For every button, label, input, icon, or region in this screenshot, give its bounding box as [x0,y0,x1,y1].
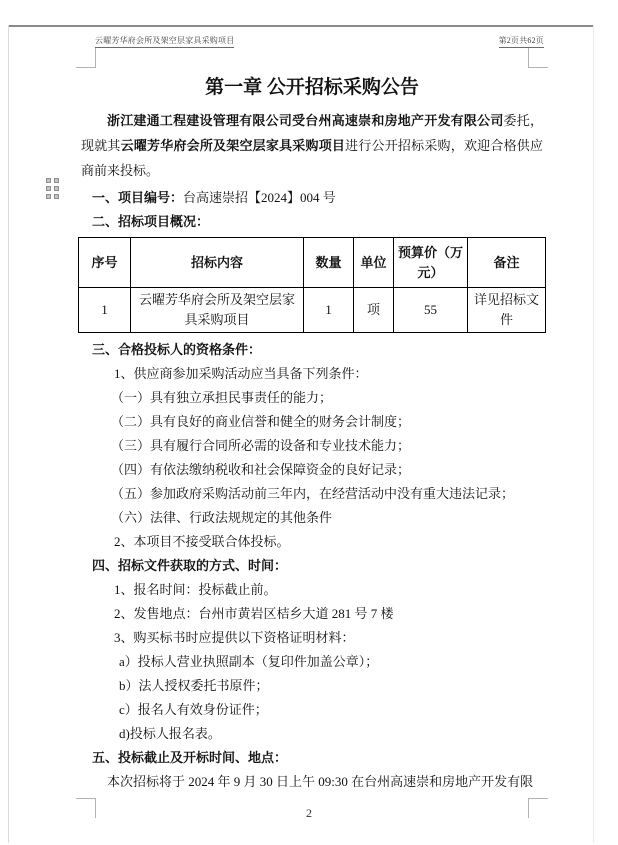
section-overview-heading: 二、招标项目概况： [92,214,210,229]
table-header-row [79,238,546,288]
qualification-item: （五）参加政府采购活动前三年内，在经营活动中没有重大违法记录； [111,486,515,501]
dot [46,178,51,183]
qualification-item: 1、供应商参加采购活动应当具备下列条件： [114,366,368,381]
qualification-item: （一）具有独立承担民事责任的能力； [111,390,333,405]
running-header-title: 云曜芳华府会所及架空层家具采购项目 [95,36,234,48]
cell-content: 云曜芳华府会所及架空层家具采购项目 [131,288,304,333]
acquisition-item: a）投标人营业执照副本（复印件加盖公章）； [119,654,379,669]
page-number: 2 [306,806,312,820]
project-number-value: 台高速崇招【2024】004 号 [183,190,336,205]
section-acquisition-heading: 四、招标文件获取的方式、时间： [92,558,288,573]
section-deadline-heading: 五、投标截止及开标时间、地点： [92,750,288,765]
page-right-edge [593,25,594,843]
section-label: 一、项目编号： [92,190,184,205]
cell-seq: 1 [79,288,131,333]
col-header-qty: 数量 [304,238,354,288]
cell-budget: 55 [394,288,468,333]
cell-qty: 1 [304,288,354,333]
dot [54,178,59,183]
acquisition-item: 3、购买标书时应提供以下资格证明材料： [114,630,355,645]
qualification-item: 2、本项目不接受联合体投标。 [114,534,290,549]
page-top-edge [8,25,593,27]
dot [46,194,51,199]
project-name: 云曜芳华府会所及架空层家具采购项目 [120,138,346,153]
col-header-budget: 预算价（万元） [394,238,468,288]
cell-remark: 详见招标文件 [468,288,546,333]
cell-unit: 项 [354,288,394,333]
acquisition-item: d)投标人报名表。 [119,726,221,741]
agency-name: 浙江建通工程建设管理有限公司受台州高速崇和房地产开发有限公司 [107,113,504,128]
running-header-page-count: 第2页共62页 [499,36,544,48]
acquisition-item: b）法人授权委托书原件； [119,678,269,693]
qualification-item: （三）具有履行合同所必需的设备和专业技术能力； [111,438,411,453]
page-left-edge [8,25,9,843]
col-header-unit: 单位 [354,238,394,288]
acquisition-item: 2、发售地点：台州市黄岩区桔乡大道 281 号 7 楼 [114,606,394,621]
col-header-seq: 序号 [79,238,131,288]
section-project-number [81,186,543,210]
dot [54,194,59,199]
chapter-title: 第一章 公开招标采购公告 [205,77,419,98]
crop-mark-top-right [528,48,548,68]
table-row [79,288,546,333]
tender-overview-table [78,237,546,333]
section-qualifications-heading: 三、合格投标人的资格条件： [92,342,262,357]
acquisition-item: 1、报名时间：投标截止前。 [114,582,277,597]
qualification-item: （六）法律、行政法规规定的其他条件 [111,510,333,525]
qualification-item: （四）有依法缴纳税收和社会保障资金的良好记录； [111,462,411,477]
dot [54,186,59,191]
closing-paragraph: 本次招标将于 2024 年 9 月 30 日上午 09:30 在台州高速崇和房地产开发有限 [107,774,534,789]
col-header-remark: 备注 [468,238,546,288]
acquisition-item: c）报名人有效身份证件； [119,702,268,717]
intro-text: 进行公开招标采购，欢迎合格供应商前来投标。 [81,138,543,178]
crop-mark-top-left [76,48,96,68]
document-body [81,70,543,794]
dot [46,186,51,191]
col-header-content: 招标内容 [131,238,304,288]
intro-text: 委托，现就其 [81,113,543,153]
drag-handle-icon[interactable] [46,178,59,199]
intro-paragraph [81,108,543,183]
qualification-item: （二）具有良好的商业信誉和健全的财务会计制度； [111,414,411,429]
